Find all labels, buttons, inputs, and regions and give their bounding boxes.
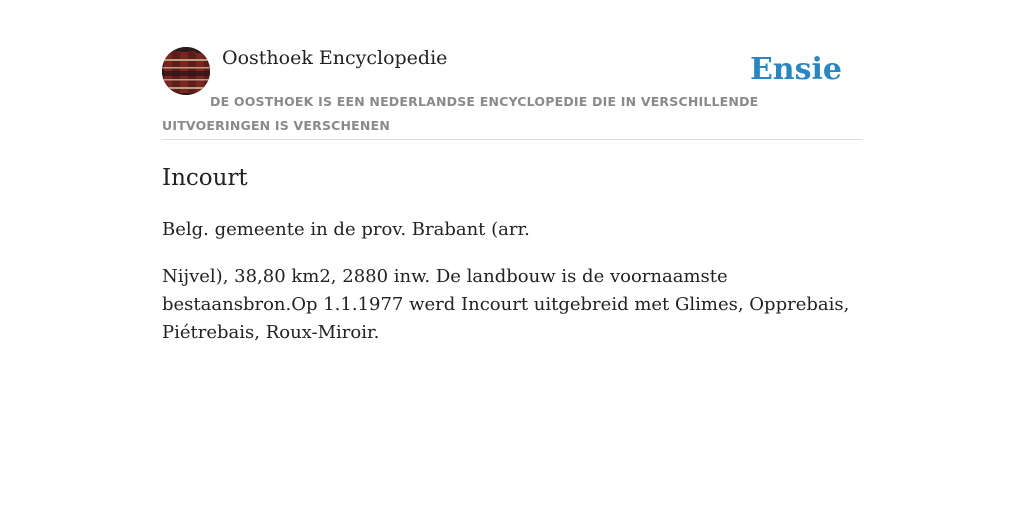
article-paragraph: Nijvel), 38,80 km2, 2880 inw. De landbouw is de voornaamste bestaansbron.Op 1.1.1977 werd Incourt uitgebreid met Glimes, Opprebais, Piétrebais, Roux-Miroir. bbox=[162, 266, 850, 343]
header bbox=[162, 0, 862, 140]
page bbox=[162, 0, 862, 343]
site-tagline: DE OOSTHOEK IS EEN NEDERLANDSE ENCYCLOPEDIE DIE IN VERSCHILLENDE UITVOERINGEN IS VERSCHENEN bbox=[162, 94, 759, 133]
article-paragraph: Belg. gemeente in de prov. Brabant (arr. bbox=[162, 219, 530, 240]
brand-logo-link[interactable]: Ensie bbox=[749, 52, 842, 87]
encyclopedia-books-icon[interactable] bbox=[162, 47, 210, 95]
article-title: Incourt bbox=[162, 165, 248, 191]
site-title[interactable]: Oosthoek Encyclopedie bbox=[222, 47, 448, 69]
